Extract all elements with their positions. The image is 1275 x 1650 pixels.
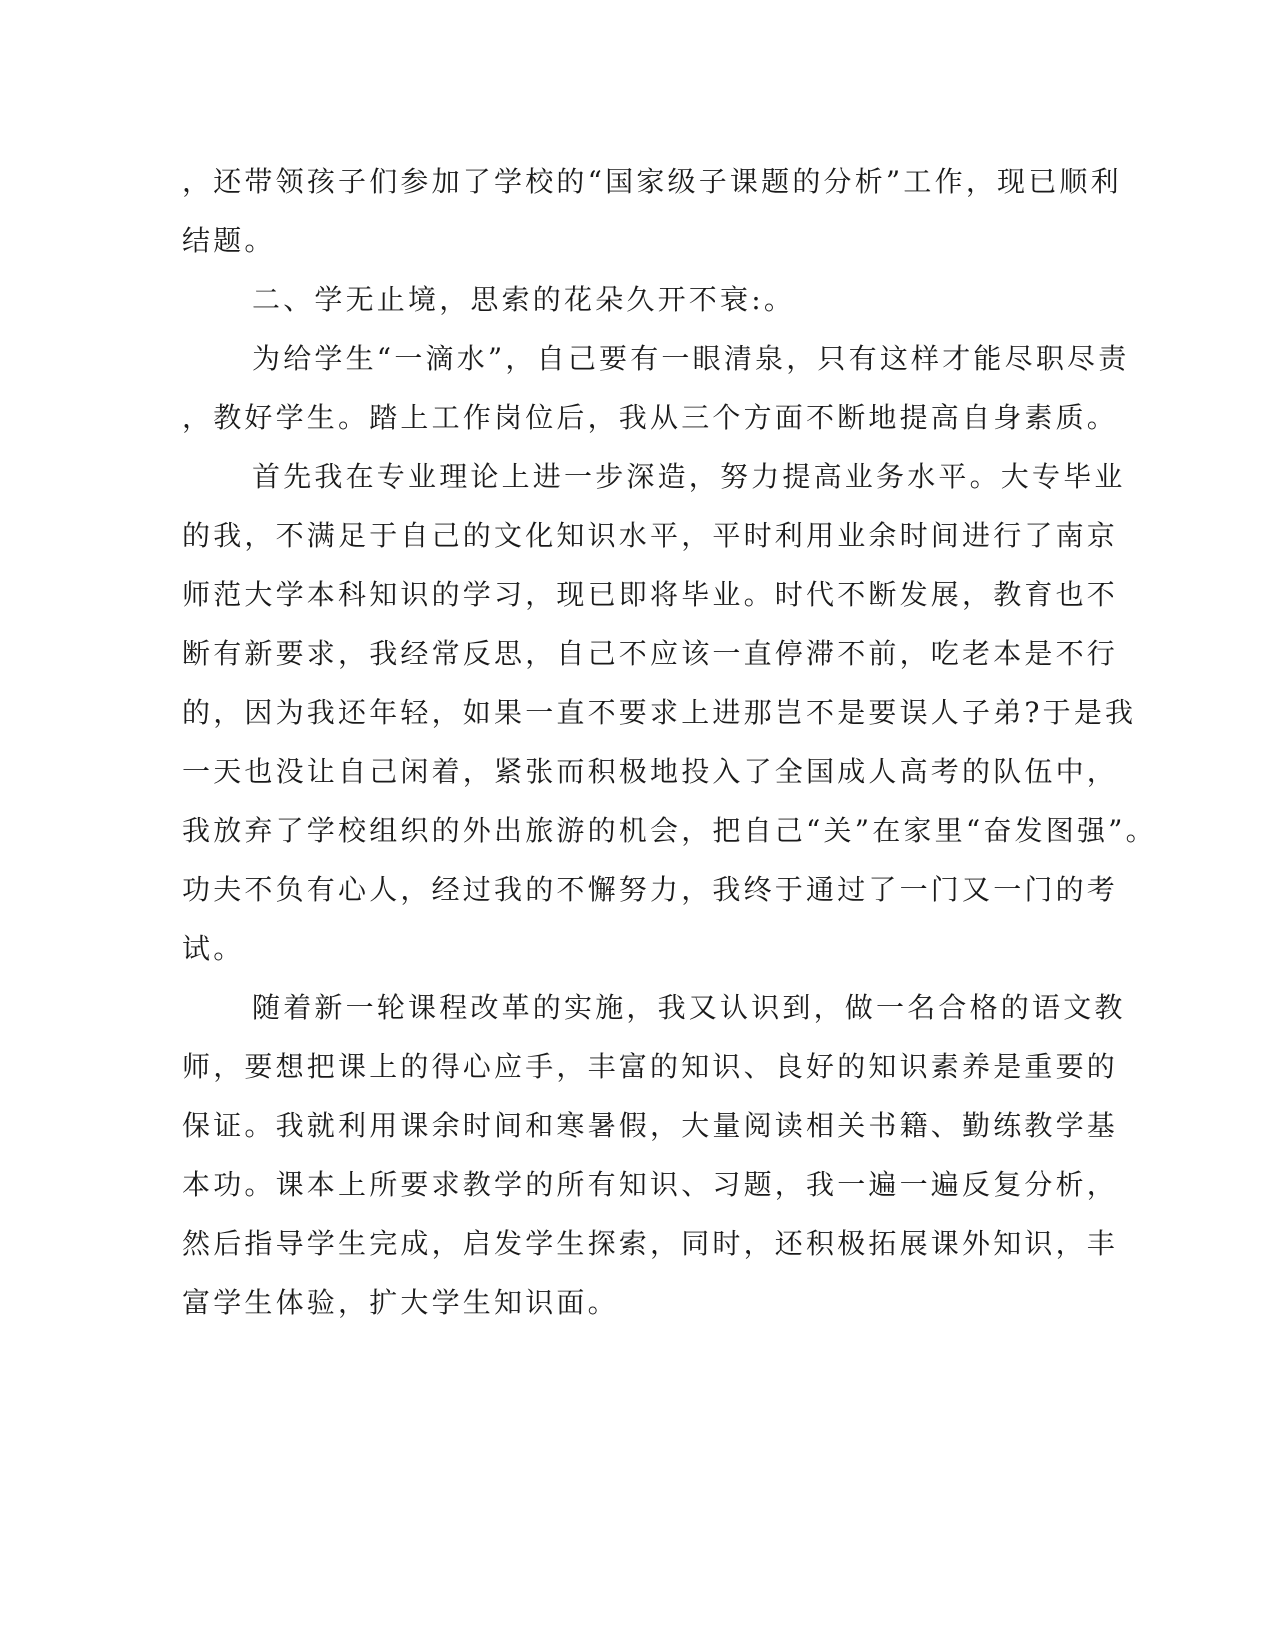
text-line: 随着新一轮课程改革的实施，我又认识到，做一名合格的语文教 [252,991,1126,1024]
text-line: 的我，不满足于自己的文化知识水平，平时利用业余时间进行了南京 [182,519,1119,552]
text-line: 本功。课本上所要求教学的所有知识、习题，我一遍一遍反复分析， [182,1168,1119,1201]
text-line: 功夫不负有心人，经过我的不懈努力，我终于通过了一门又一门的考 [182,873,1119,906]
text-line: ，教好学生。踏上工作岗位后，我从三个方面不断地提高自身素质。 [182,401,1119,434]
text-line: 首先我在专业理论上进一步深造，努力提高业务水平。大专毕业 [252,460,1126,493]
document-body [182,152,1157,1332]
text-line: 保证。我就利用课余时间和寒暑假，大量阅读相关书籍、勤练教学基 [182,1109,1119,1142]
text-line: 师范大学本科知识的学习，现已即将毕业。时代不断发展，教育也不 [182,578,1119,611]
text-line: 富学生体验，扩大学生知识面。 [182,1286,619,1319]
text-line: 断有新要求，我经常反思，自己不应该一直停滞不前，吃老本是不行 [182,637,1119,670]
text-line: 我放弃了学校组织的外出旅游的机会，把自己“关”在家里“奋发图强”。 [182,814,1157,847]
text-line: 试。 [182,932,245,965]
text-line: ，还带领孩子们参加了学校的“国家级子课题的分析”工作，现已顺利 [182,165,1122,198]
section-heading: 二、学无止境，思索的花朵久开不衰:。 [252,283,796,316]
text-line: 一天也没让自己闲着，紧张而积极地投入了全国成人高考的队伍中， [182,755,1119,788]
text-line: 为给学生“一滴水”，自己要有一眼清泉，只有这样才能尽职尽责 [252,342,1130,375]
text-line: 结题。 [182,224,276,257]
text-line: 然后指导学生完成，启发学生探索，同时，还积极拓展课外知识，丰 [182,1227,1119,1260]
text-line: 的，因为我还年轻，如果一直不要求上进那岂不是要误人子弟?于是我 [182,696,1137,729]
text-line: 师，要想把课上的得心应手，丰富的知识、良好的知识素养是重要的 [182,1050,1119,1083]
